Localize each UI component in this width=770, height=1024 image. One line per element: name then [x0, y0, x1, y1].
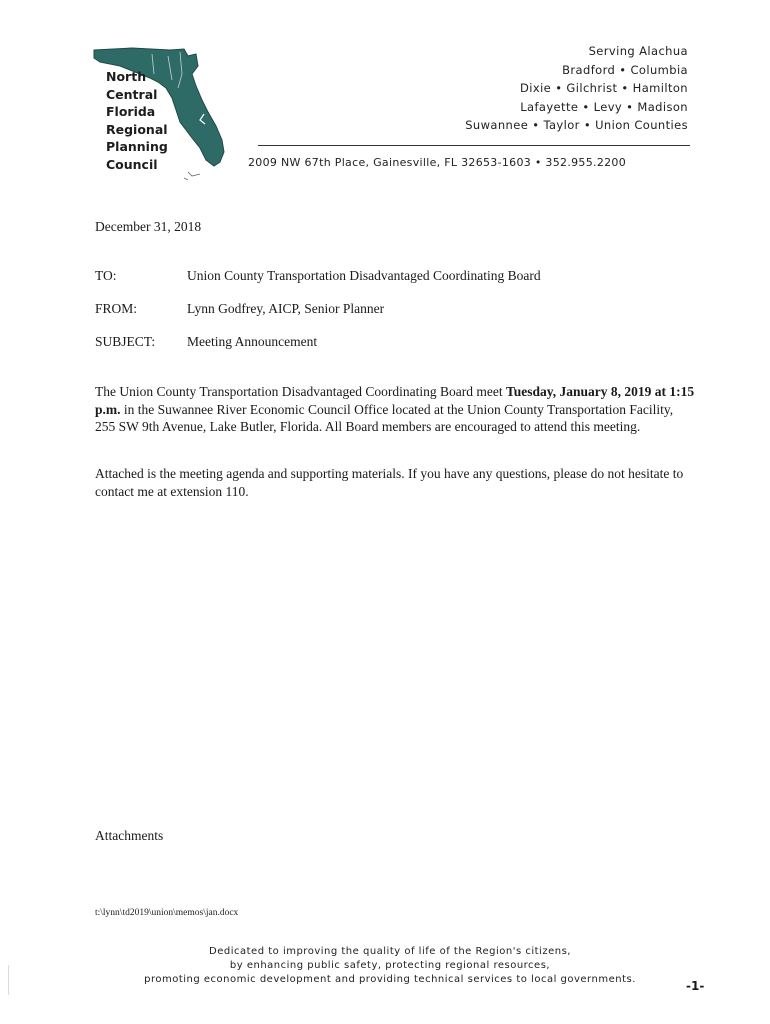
body-text: in the Suwannee River Economic Council Office located at the Union County Transportation Facility, 255 SW 9th Avenue, Lake Butler, Florida. All Board members are encouraged to attend this meeting.: [95, 401, 674, 434]
scan-artifact: [8, 965, 9, 995]
memo-to-row: [95, 268, 541, 284]
meeting-datetime: Tuesday, January 8, 2019 at 1:15 p.m.: [95, 384, 695, 417]
org-name-line: Florida: [106, 104, 156, 119]
attachments-label: Attachments: [95, 828, 164, 843]
org-name-line: Planning: [106, 139, 168, 154]
body-paragraph-2: Attached is the meeting agenda and supporting materials. If you have any questions, please do not hesitate to contact me at extension 110.: [95, 466, 684, 499]
to-label: TO:: [95, 268, 117, 283]
memo-subject-row: [95, 334, 317, 350]
org-name-line: North: [106, 69, 147, 84]
footer-mission: [100, 945, 680, 987]
org-name-line: Council: [106, 156, 158, 172]
org-address: 2009 NW 67th Place, Gainesville, FL 32653-1603 • 352.955.2200: [248, 156, 627, 169]
subject-label: SUBJECT:: [95, 334, 156, 349]
memo-from-row: [95, 301, 384, 317]
letterhead-divider: [258, 145, 690, 146]
memo-date: December 31, 2018: [95, 219, 202, 234]
from-value: Lynn Godfrey, AICP, Senior Planner: [187, 301, 385, 316]
serving-line: Suwannee • Taylor • Union Counties: [465, 118, 688, 132]
serving-line: Dixie • Gilchrist • Hamilton: [520, 81, 688, 95]
org-name-line: Central: [106, 86, 158, 102]
serving-line: Serving Alachua: [588, 44, 688, 58]
to-value: Union County Transportation Disadvantaged Coordinating Board: [187, 268, 541, 283]
org-name-line: Regional: [106, 121, 168, 137]
serving-counties: [465, 42, 688, 135]
serving-line: Bradford • Columbia: [562, 62, 688, 77]
footer-line: by enhancing public safety, protecting regional resources,: [229, 960, 551, 971]
body-paragraph-1: [95, 383, 695, 436]
footer-line: promoting economic development and providing technical services to local governments.: [144, 974, 636, 985]
page-number: -1-: [686, 979, 705, 993]
subject-value: Meeting Announcement: [187, 334, 318, 349]
footer-line: Dedicated to improving the quality of life of the Region's citizens,: [209, 946, 571, 957]
file-path: t:\lynn\td2019\union\memos\jan.docx: [95, 908, 239, 918]
serving-line: Lafayette • Levy • Madison: [520, 99, 688, 114]
from-label: FROM:: [95, 301, 138, 316]
body-text: The Union County Transportation Disadvantaged Coordinating Board meet: [95, 384, 506, 399]
org-name: [106, 68, 168, 173]
